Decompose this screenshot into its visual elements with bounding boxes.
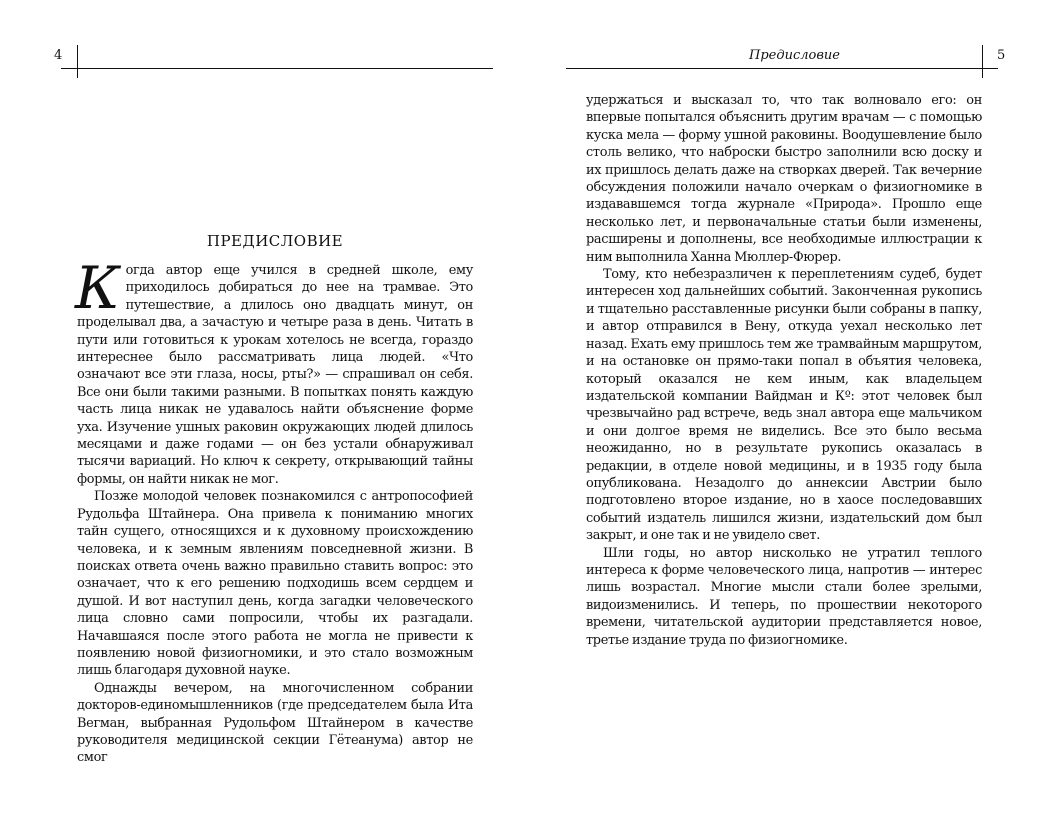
paragraph: Однажды вечером, на многочисленном собрании докторов-единомышленников (где председателем была Ита Вегман, выбранная Рудольфом Штайнером в качестве руководителя медицинской секции Гётеанума) автор не смог [77,680,473,766]
header-rule-right [566,68,998,69]
header-rule-left [61,68,493,69]
header-vertical-rule-left [77,45,78,78]
paragraph: Тому, кто небезразличен к переплетениям судеб, будет интересен ход дальнейших событий. Законченная рукопись и тщательно расставленные рисунки были собраны в папку, и автор отправился в Вену, откуда уехал несколько лет назад. Ехать ему пришлось тем же трамвайным маршрутом, и на остановке он прямо-таки попал в объятия человека, который оказался не кем иным, как владельцем издательской компании Вайдман и Кº: этот человек был чрезвычайно рад встрече, ведь знал автора еще мальчиком и они долгое время не виделись. Все это было весьма неожиданно, но в результате рукопись оказалась в редакции, в отделе новой медицины, и в 1935 году была опубликована. Незадолго до аннексии Австрии было подготовлено второе издание, но в хаосе последовавших событий издатель лишился жизни, издательский дом был закрыт, и оне так и не увидело свет. [586,267,982,544]
chapter-heading: ПРЕДИСЛОВИЕ [206,232,344,250]
left-page [0,0,529,813]
paragraph: удержаться и высказал то, что так волновало его: он впервые попытался объяснить другим врачам — с помощью куска мела — форму ушной раковины. Воодушевление было столь велико, что наброски быстро заполнили всю доску и их пришлось делать даже на створках дверей. Так вечерние обсуждения положили начало очеркам о физиогномике в издававшемся тогда журнале «Природа». Прошло еще несколько лет, и первоначальные статьи были изменены, расширены и дополнены, все необходимые иллюстрации к ним выполнила Ханна Мюллер-Фюрер. [586,93,982,265]
running-head: Предисловие [749,48,840,63]
paragraph: Шли годы, но автор нисколько не утратил теплого интереса к форме человеческого лица, напротив — интерес лишь возрастал. Многие мысли стали более зрелыми, видоизменились. И теперь, по прошествии некоторого времени, читательской аудитории представляется новое, третье издание труда по физиогномике. [586,545,982,648]
paragraph: Когда автор еще учился в средней школе, ему приходилось добираться до нее на трамвае. Это путешествие, а длилось оно двадцать минут, он проделывал два, а зачастую и четыре раза в день. Читать в пути или готовиться к урокам хотелось не всегда, гораздо интереснее было рассматривать лица людей. «Что означают все эти глаза, носы, рты?» — спрашивал он себя. Все они были такими разными. В попытках понять каждую часть лица никак не удавалось найти объяснение форме уха. Изучение ушных раковин окружающих людей длилось месяцами и даже годами — он без устали обнаруживал тысячи вариаций. Но ключ к секрету, открывающий тайны формы, он найти никак не мог. [75,254,473,487]
page-number-right: 5 [997,48,1006,63]
page-number-left: 4 [54,48,63,63]
header-vertical-rule-right [982,45,983,78]
right-page [529,0,1059,813]
paragraph: Позже молодой человек познакомился с антропософией Рудольфа Штайнера. Она привела к пониманию многих тайн сущего, относящихся и к духовному происхождению человека, и к земным явлениям повседневной жизни. В поисках ответа очень важно правильно ставить вопрос: это означает, что к его решению подходишь всем сердцем и душой. И вот наступил день, когда загадки человеческого лица словно сами попросили, чтобы их разгадали. Начавшаяся после этого работа не могла не привести к появлению новой физиогномики, и это стало возможным лишь благодаря духовной науке. [77,489,473,679]
right-body-text [586,92,982,649]
left-body-text [75,254,473,767]
drop-cap: К [75,254,120,322]
